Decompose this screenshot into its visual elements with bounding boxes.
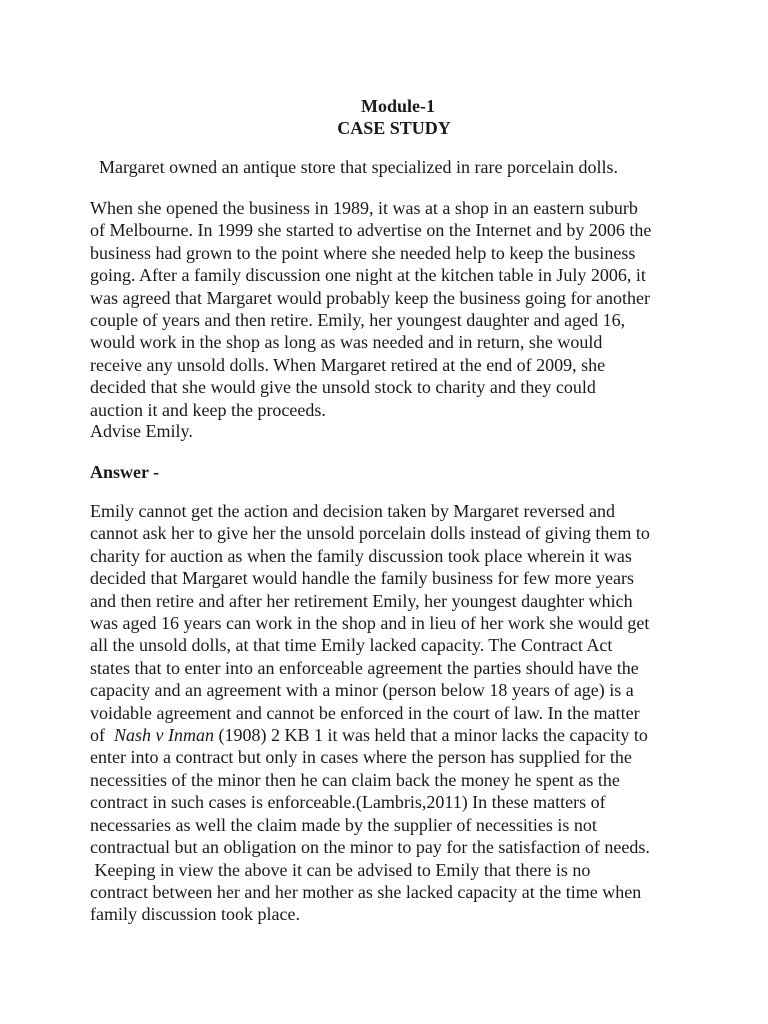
intro-paragraph: Margaret owned an antique store that specialized in rare porcelain dolls.	[99, 157, 618, 177]
answer-line: Keeping in view the above it can be advised to Emily that there is no	[90, 859, 591, 880]
answer-line: contractual but an obligation on the minor to pay for the satisfaction of needs.	[90, 837, 650, 858]
answer-line: necessaries as well the claim made by the supplier of necessities is not	[90, 814, 597, 835]
answer-line: all the unsold dolls, at that time Emily lacked capacity. The Contract Act	[90, 635, 613, 656]
advise-line: Advise Emily.	[90, 421, 193, 441]
case-line: going. After a family discussion one night at the kitchen table in July 2006, it	[90, 265, 646, 286]
case-line: receive any unsold dolls. When Margaret retired at the end of 2009, she	[90, 354, 606, 375]
case-line: auction it and keep the proceeds.	[90, 399, 326, 420]
answer-line: and then retire and after her retirement Emily, her youngest daughter which	[90, 590, 633, 611]
answer-line: Emily cannot get the action and decision taken by Margaret reversed and	[90, 501, 615, 521]
answer-line: necessities of the minor then he can claim back the money he spent as the	[90, 769, 620, 790]
answer-label: Answer -	[90, 462, 160, 482]
case-citation-name: Nash v Inman	[114, 725, 214, 746]
answer-line: charity for auction as when the family discussion took place wherein it was	[90, 545, 632, 566]
answer-line: cannot ask her to give her the unsold porcelain dolls instead of giving them to	[90, 523, 650, 544]
case-line: When she opened the business in 1989, it was at a shop in an eastern suburb	[90, 198, 638, 218]
case-line: business had grown to the point where she needed help to keep the business	[90, 242, 636, 263]
answer-line: contract in such cases is enforceable.(Lambris,2011) In these matters of	[90, 792, 606, 813]
case-line-suffix: (1908) 2 KB 1 it was held that a minor lacks the capacity to	[214, 725, 648, 746]
case-line-prefix: of	[90, 725, 114, 746]
module-title: Module-1	[361, 96, 435, 116]
answer-line: decided that Margaret would handle the family business for few more years	[90, 568, 634, 589]
case-line: was agreed that Margaret would probably keep the business going for another	[90, 287, 651, 308]
case-line: of Melbourne. In 1999 she started to advertise on the Internet and by 2006 the	[90, 220, 652, 241]
answer-paragraph	[90, 500, 690, 926]
answer-line: states that to enter into an enforceable agreement the parties should have the	[90, 657, 639, 678]
answer-line: family discussion took place.	[90, 904, 300, 925]
answer-line: voidable agreement and cannot be enforced in the court of law. In the matter	[90, 702, 640, 723]
answer-line: contract between her and her mother as she lacked capacity at the time when	[90, 881, 642, 902]
answer-line: was aged 16 years can work in the shop and in lieu of her work she would get	[90, 613, 650, 634]
answer-line: capacity and an agreement with a minor (person below 18 years of age) is a	[90, 680, 634, 701]
case-line: couple of years and then retire. Emily, her youngest daughter and aged 16,	[90, 310, 626, 331]
case-study-title: CASE STUDY	[337, 118, 451, 138]
answer-line: enter into a contract but only in cases where the person has supplied for the	[90, 747, 632, 768]
answer-line-with-case	[90, 724, 690, 746]
case-line: decided that she would give the unsold stock to charity and they could	[90, 377, 596, 398]
case-paragraph	[90, 197, 690, 421]
case-line: would work in the shop as long as was needed and in return, she would	[90, 332, 603, 353]
